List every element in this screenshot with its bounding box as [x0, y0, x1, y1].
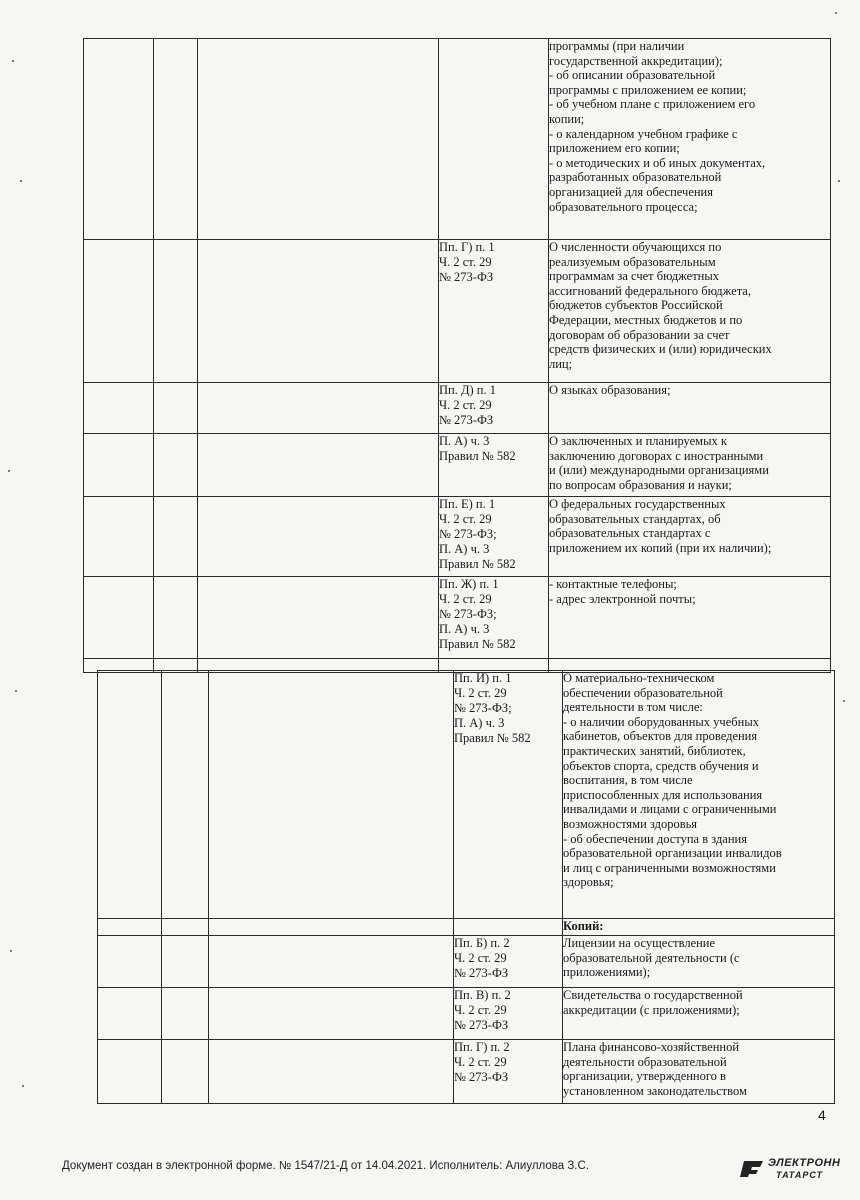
scan-speck: [843, 700, 845, 702]
logo-line-1: ЭЛЕКТРОНН: [768, 1157, 841, 1169]
table-row: [84, 240, 831, 383]
table-row: [98, 1040, 835, 1104]
table-row: [84, 497, 831, 577]
description-cell: О численности обучающихся по реализуемым образовательным программам за счет бюджетных ассигнований федерального бюджета, бюджетов субъектов Российской Федерации, местных бюджетов и по договорам об образовании за счет средств физических и (или) юридических лиц;: [549, 240, 831, 383]
legal-ref-cell: Пп. Г) п. 2 Ч. 2 ст. 29 № 273-ФЗ: [454, 1040, 563, 1104]
description-cell: О федеральных государственных образовательных стандартах, об образовательных стандартах с приложением их копий (при их наличии);: [549, 497, 831, 577]
table-top: [83, 38, 831, 673]
scan-speck: [22, 1085, 24, 1087]
legal-ref-cell: Пп. Д) п. 1 Ч. 2 ст. 29 № 273-ФЗ: [439, 383, 549, 434]
table-row: [98, 671, 835, 919]
table-row: [84, 577, 831, 659]
footer-logo: [738, 1157, 848, 1183]
scan-speck: [10, 950, 12, 952]
table-row: [98, 988, 835, 1040]
description-cell: О материально-техническом обеспечении образовательной деятельности в том числе: - о наличии оборудованных учебных кабинетов, объектов для проведения практических занятий, библиотек, объектов спорта, средств обучения и воспитания, в том числе приспособленных для использования инвалидами и лицами с ограниченными возможностями здоровья - об обеспечении доступа в здания образовательной организации инвалидов и лиц с ограниченными возможностями здоровья;: [563, 671, 835, 919]
scan-speck: [15, 690, 17, 692]
table-row: [84, 383, 831, 434]
legal-ref-cell: Пп. Б) п. 2 Ч. 2 ст. 29 № 273-ФЗ: [454, 936, 563, 988]
legal-ref-cell: Пп. Е) п. 1 Ч. 2 ст. 29 № 273-ФЗ; П. А) ч. 3 Правил № 582: [439, 497, 549, 577]
description-cell: Лицензии на осуществление образовательной деятельности (с приложениями);: [563, 936, 835, 988]
page-number: 4: [818, 1107, 826, 1123]
legal-ref-cell: [439, 39, 549, 240]
scan-speck: [835, 12, 837, 14]
table-bottom: [97, 670, 835, 1104]
description-cell: Свидетельства о государственной аккредитации (с приложениями);: [563, 988, 835, 1040]
legal-ref-cell: Пп. И) п. 1 Ч. 2 ст. 29 № 273-ФЗ; П. А) ч. 3 Правил № 582: [454, 671, 563, 919]
table-row: [98, 936, 835, 988]
description-cell: О языках образования;: [549, 383, 831, 434]
footer-note: Документ создан в электронной форме. № 1547/21-Д от 14.04.2021. Исполнитель: Алиуллова З.С.: [62, 1160, 589, 1172]
legal-ref-cell: Пп. В) п. 2 Ч. 2 ст. 29 № 273-ФЗ: [454, 988, 563, 1040]
description-cell: - контактные телефоны; - адрес электронной почты;: [549, 577, 831, 659]
scan-speck: [12, 60, 14, 62]
description-cell: О заключенных и планируемых к заключению договорах с иностранными и (или) международными организациями по вопросам образования и науки;: [549, 434, 831, 497]
legal-ref-cell: Пп. Г) п. 1 Ч. 2 ст. 29 № 273-ФЗ: [439, 240, 549, 383]
scan-speck: [20, 180, 22, 182]
table-row: [98, 919, 835, 936]
table-row: [84, 39, 831, 240]
table-row: [84, 434, 831, 497]
scan-speck: [8, 470, 10, 472]
legal-ref-cell: Пп. Ж) п. 1 Ч. 2 ст. 29 № 273-ФЗ; П. А) ч. 3 Правил № 582: [439, 577, 549, 659]
description-cell: программы (при наличии государственной аккредитации); - об описании образовательной программы с приложением ее копии; - об учебном плане с приложением его копии; - о календарном учебном графике с приложением его копии; - о методических и об иных документах, разработанных образовательной организацией для обеспечения образовательного процесса;: [549, 39, 831, 240]
logo-mark-icon: [738, 1159, 764, 1179]
description-cell: Плана финансово-хозяйственной деятельности образовательной организации, утвержденного в установленном законодательством: [563, 1040, 835, 1104]
logo-line-2: ТАТАРСТ: [776, 1170, 824, 1180]
scan-speck: [838, 180, 840, 182]
legal-ref-cell: П. А) ч. 3 Правил № 582: [439, 434, 549, 497]
copies-heading: Копий:: [563, 919, 835, 936]
